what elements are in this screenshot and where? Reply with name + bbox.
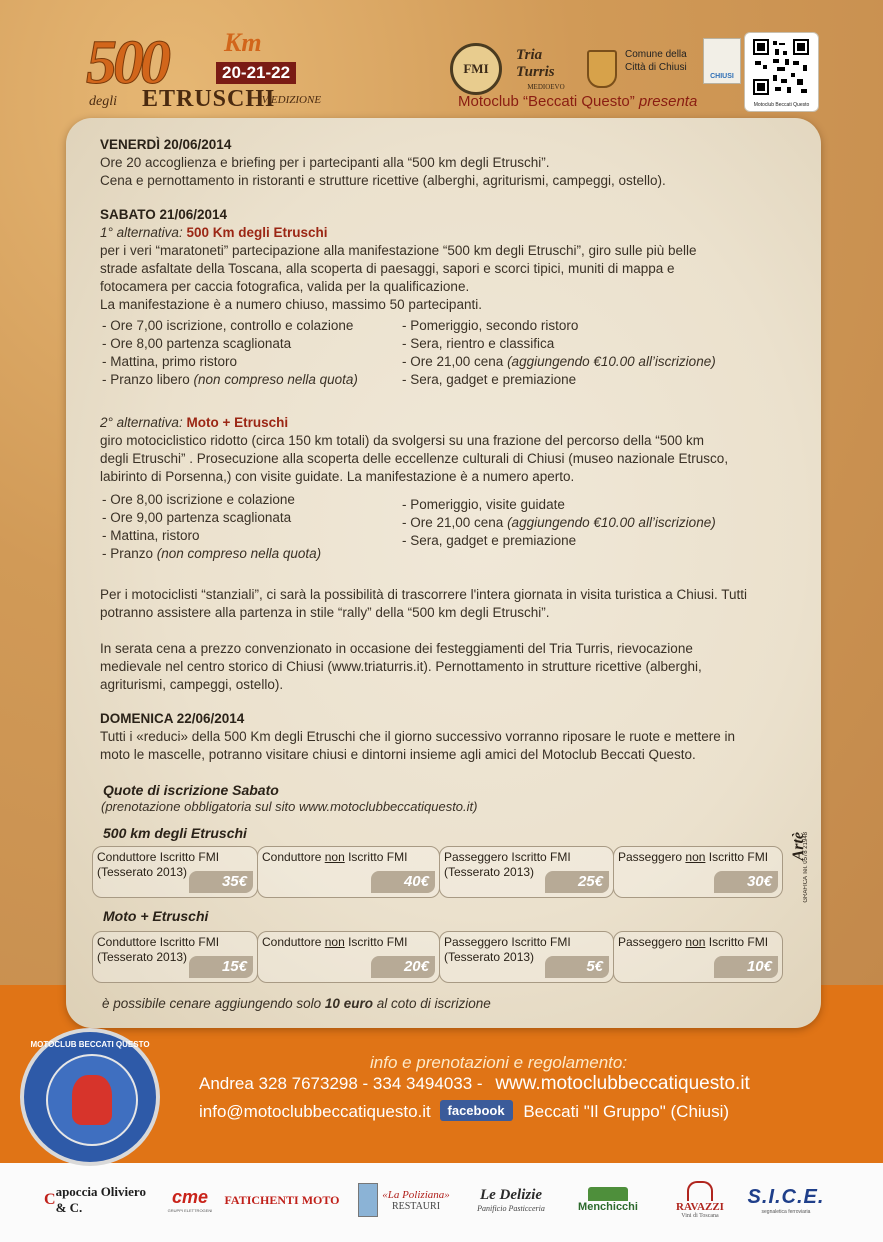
domenica-section xyxy=(100,710,790,764)
venerdi-line-2: Cena e pernottamento in ristoranti e strutture ricettive (alberghi, agriturismi, campeggi, ostello). xyxy=(100,173,666,188)
list-item: - Ore 7,00 iscrizione, controllo e colazione xyxy=(102,318,354,333)
alt2-label: 2° alternativa: xyxy=(100,415,183,430)
fee-price: 10€ xyxy=(714,956,778,978)
sponsor-le-delizie: Le Delizie Panificio Pasticceria xyxy=(477,1187,545,1213)
rider-icon xyxy=(46,1054,138,1146)
fee-price: 25€ xyxy=(545,871,609,893)
alt1-text-2: strade asfaltate della Toscana, alla scoperta di paesaggi, sapori e scorci tipici, muniti di mappa e xyxy=(100,261,675,276)
tria-turris-emblem xyxy=(516,38,576,100)
fee-label: Passeggero Iscritto FMI (Tesserato 2013) xyxy=(444,935,571,964)
domenica-title: DOMENICA 22/06/2014 xyxy=(100,711,245,726)
comune-crest-icon xyxy=(585,38,619,100)
alt2-heading xyxy=(100,414,790,432)
fee-label: Conduttore Iscritto FMI (Tesserato 2013) xyxy=(97,935,220,964)
alt2-text-1: giro motociclistico ridotto (circa 150 km totali) da svolgersi su una frazione del percorso della “500 km xyxy=(100,433,705,448)
domenica-line-1: Tutti i «reduci» della 500 Km degli Etruschi che il giorno successivo vorranno riposare le ruote e mettere in xyxy=(100,729,736,744)
comune-line-1: Comune della xyxy=(625,49,687,60)
comune-label xyxy=(625,48,687,74)
comune-line-2: Città di Chiusi xyxy=(625,62,687,73)
badge-text: MOTOCLUB BECCATI QUESTO xyxy=(30,1040,150,1049)
sabato-section xyxy=(100,206,790,314)
contact-line-1 xyxy=(199,1073,750,1095)
list-item-note: (aggiungendo €10.00 all’iscrizione) xyxy=(507,515,716,530)
list-item: - Mattina, primo ristoro xyxy=(102,354,238,369)
fee-label: Conduttore non Iscritto FMI xyxy=(262,935,408,949)
contact-line-2 xyxy=(199,1100,729,1122)
fee-label: Conduttore Iscritto FMI (Tesserato 2013) xyxy=(97,850,220,879)
list-item: - Pomeriggio, secondo ristoro xyxy=(402,318,579,333)
fee-card xyxy=(439,846,614,898)
stanziali-paragraph xyxy=(100,586,790,622)
stanziali-line-2: potranno assistere alla partenza in stile “rally” della “500 km degli Etruschi”. xyxy=(100,605,550,620)
quote-note: (prenotazione obbligatoria sul sito www.motoclubbeccatiquesto.it) xyxy=(101,799,478,814)
designer-name: Artè xyxy=(790,832,807,861)
sponsor-la-poliziana: «La Poliziana» RESTAURI xyxy=(350,1175,458,1225)
group2-title: Moto + Etruschi xyxy=(103,908,209,924)
fee-card xyxy=(92,931,258,983)
group2-fees xyxy=(92,931,782,983)
list-item: - Mattina, ristoro xyxy=(102,528,200,543)
cena-note: è possibile cenare aggiungendo solo 10 euro al coto di iscrizione xyxy=(102,996,491,1011)
fee-price: 15€ xyxy=(189,956,253,978)
alt1-schedule-left xyxy=(102,317,358,389)
sponsor-fatichenti: FATICHENTI MOTO xyxy=(224,1192,340,1207)
fee-card xyxy=(257,846,440,898)
fmi-logo-text: FMI xyxy=(450,43,502,95)
fee-card xyxy=(613,846,783,898)
facebook-icon[interactable]: facebook xyxy=(440,1100,513,1121)
list-item-with-note: - Ore 21,00 cena (aggiungendo €10.00 all’iscrizione) xyxy=(402,354,716,369)
serata-line-1: In serata cena a prezzo convenzionato in occasione dei festeggiamenti del Tria Turris, rievocazione xyxy=(100,641,693,656)
facebook-page[interactable]: Beccati "Il Gruppo" (Chiusi) xyxy=(523,1102,730,1121)
qr-code-icon xyxy=(753,38,809,96)
tria-turris-subtitle: MEDIOEVO xyxy=(527,83,565,91)
alt2-name: Moto + Etruschi xyxy=(186,415,289,430)
serata-paragraph xyxy=(100,640,790,694)
list-item-note: (non compreso nella quota) xyxy=(193,372,358,387)
list-item-with-note: - Pranzo libero (non compreso nella quota) xyxy=(102,372,358,387)
alt2-schedule-left xyxy=(102,491,321,563)
fee-label: Conduttore non Iscritto FMI xyxy=(262,850,408,864)
tria-turris-title: Tria Turris xyxy=(516,47,555,80)
fee-card xyxy=(613,931,783,983)
fee-price: 40€ xyxy=(371,871,435,893)
designer-signature xyxy=(790,832,814,936)
list-item: - Sera, gadget e premiazione xyxy=(402,533,577,548)
info-title: info e prenotazioni e regolamento: xyxy=(370,1053,628,1072)
alt1-name: 500 Km degli Etruschi xyxy=(186,225,328,240)
logo-km: Km xyxy=(224,28,262,57)
email-link[interactable]: info@motoclubbeccatiquesto.it xyxy=(199,1102,431,1121)
stanziali-line-1: Per i motociclisti “stanziali”, ci sarà la possibilità di trascorrere l'intera giornata in visita turistica a Chiusi. Tutti xyxy=(100,587,748,602)
group1-title: 500 km degli Etruschi xyxy=(103,825,247,841)
alt1-text-4: La manifestazione è a numero chiuso, massimo 50 partecipanti. xyxy=(100,297,482,312)
fee-label: Passeggero Iscritto FMI (Tesserato 2013) xyxy=(444,850,571,879)
fmi-emblem xyxy=(444,38,508,100)
serata-line-3: agriturismi, campeggi, ostello). xyxy=(100,677,284,692)
sponsor-ravazzi: RAVAZZI Vini di Toscana xyxy=(668,1175,732,1225)
list-item: - Sera, gadget e premiazione xyxy=(402,372,577,387)
list-item: - Pomeriggio, visite guidate xyxy=(402,497,565,512)
sponsor-sice: S.I.C.E. segnaletica ferroviaria xyxy=(747,1185,825,1215)
domenica-line-2: moto le mascelle, potranno visitare chiusi e dintorni insieme agli amici del Motoclub Beccati Questo. xyxy=(100,747,696,762)
list-item-note: (non compreso nella quota) xyxy=(156,546,322,561)
alt2-section xyxy=(100,414,790,486)
building-icon xyxy=(358,1183,378,1217)
qr-code[interactable] xyxy=(744,32,819,112)
list-item: - Ore 9,00 partenza scaglionata xyxy=(102,510,292,525)
event-logo xyxy=(86,28,326,118)
cena-amount: 10 euro xyxy=(324,996,373,1011)
fee-price: 30€ xyxy=(714,871,778,893)
group1-fees xyxy=(92,846,782,898)
logo-500: 500 xyxy=(86,29,167,97)
alt1-text-1: per i veri “maratoneti” partecipazione alla manifestazione “500 km degli Etruschi”, giro sulle più belle xyxy=(100,243,697,258)
fee-price: 35€ xyxy=(189,871,253,893)
fee-card xyxy=(257,931,440,983)
fee-label: Passeggero non Iscritto FMI xyxy=(618,935,769,949)
serata-line-2: medievale nel centro storico di Chiusi (www.triaturris.it). Pernottamento in strutture ricettive (alberghi, xyxy=(100,659,702,674)
sponsor-menchicchi: Menchicchi xyxy=(566,1175,650,1225)
logo-degli: degli xyxy=(89,94,117,109)
fee-label: Passeggero non Iscritto FMI xyxy=(618,850,769,864)
arch-icon xyxy=(687,1181,713,1201)
motoclub-badge xyxy=(20,1028,160,1166)
chiusi-logo-label: CHIUSI xyxy=(710,73,734,80)
presenta-line xyxy=(458,93,697,110)
list-item: - Ore 8,00 iscrizione e colazione xyxy=(102,492,295,507)
website-link[interactable]: www.motoclubbeccatiquesto.it xyxy=(495,1073,750,1094)
list-item: - Sera, rientro e classifica xyxy=(402,336,555,351)
fee-price: 20€ xyxy=(371,956,435,978)
sponsor-cme: cme GRUPPI ELETTROGENI xyxy=(167,1187,213,1213)
sponsor-capoccia: C apoccia Oliviero & C. xyxy=(44,1184,146,1215)
fee-card xyxy=(92,846,258,898)
designer-text: GRAFICA Tel. 0578 21948 xyxy=(803,832,809,903)
alt2-schedule-right xyxy=(402,496,716,550)
logo-etruschi: ETRUSCHI xyxy=(142,86,276,112)
list-item-with-note: - Ore 21,00 cena (aggiungendo €10.00 all’iscrizione) xyxy=(402,515,716,530)
alt1-label: 1° alternativa: xyxy=(100,225,183,240)
fee-price: 5€ xyxy=(545,956,609,978)
venerdi-title: VENERDÌ 20/06/2014 xyxy=(100,137,232,152)
alt1-heading xyxy=(100,224,790,242)
sabato-title: SABATO 21/06/2014 xyxy=(100,207,228,222)
alt2-text-2: degli Etruschi” . Prosecuzione alla scoperta delle eccellenze culturali di Chiusi (museo nazionale Etrusco, xyxy=(100,451,729,466)
list-item: - Ore 8,00 partenza scaglionata xyxy=(102,336,292,351)
alt1-schedule-right xyxy=(402,317,716,389)
logo-dates: 20-21-22 xyxy=(216,62,296,84)
presenta-club: Motoclub “Beccati Questo” xyxy=(458,93,635,110)
qr-caption: Motoclub Beccati Questo xyxy=(753,102,810,108)
chiusi-logo xyxy=(703,38,741,84)
alt2-text-3: labirinto di Porsenna,) con visite guidate. La manifestazione è a numero aperto. xyxy=(100,469,575,484)
logo-edizione: IV EDIZIONE xyxy=(258,94,322,106)
list-item-note: (aggiungendo €10.00 all’iscrizione) xyxy=(507,354,716,369)
list-item-with-note: - Pranzo (non compreso nella quota) xyxy=(102,546,322,561)
venerdi-line-1: Ore 20 accoglienza e briefing per i partecipanti alla “500 km degli Etruschi”. xyxy=(100,155,550,170)
presenta-word: presenta xyxy=(638,93,698,110)
phone-numbers: Andrea 328 7673298 - 334 3494033 - xyxy=(199,1074,483,1093)
venerdi-section xyxy=(100,136,790,190)
excavator-icon xyxy=(588,1187,628,1201)
quote-title: Quote di iscrizione Sabato xyxy=(103,782,279,798)
fee-card xyxy=(439,931,614,983)
alt1-text-3: fotocamera per caccia fotografica, valida per la qualificazione. xyxy=(100,279,470,294)
